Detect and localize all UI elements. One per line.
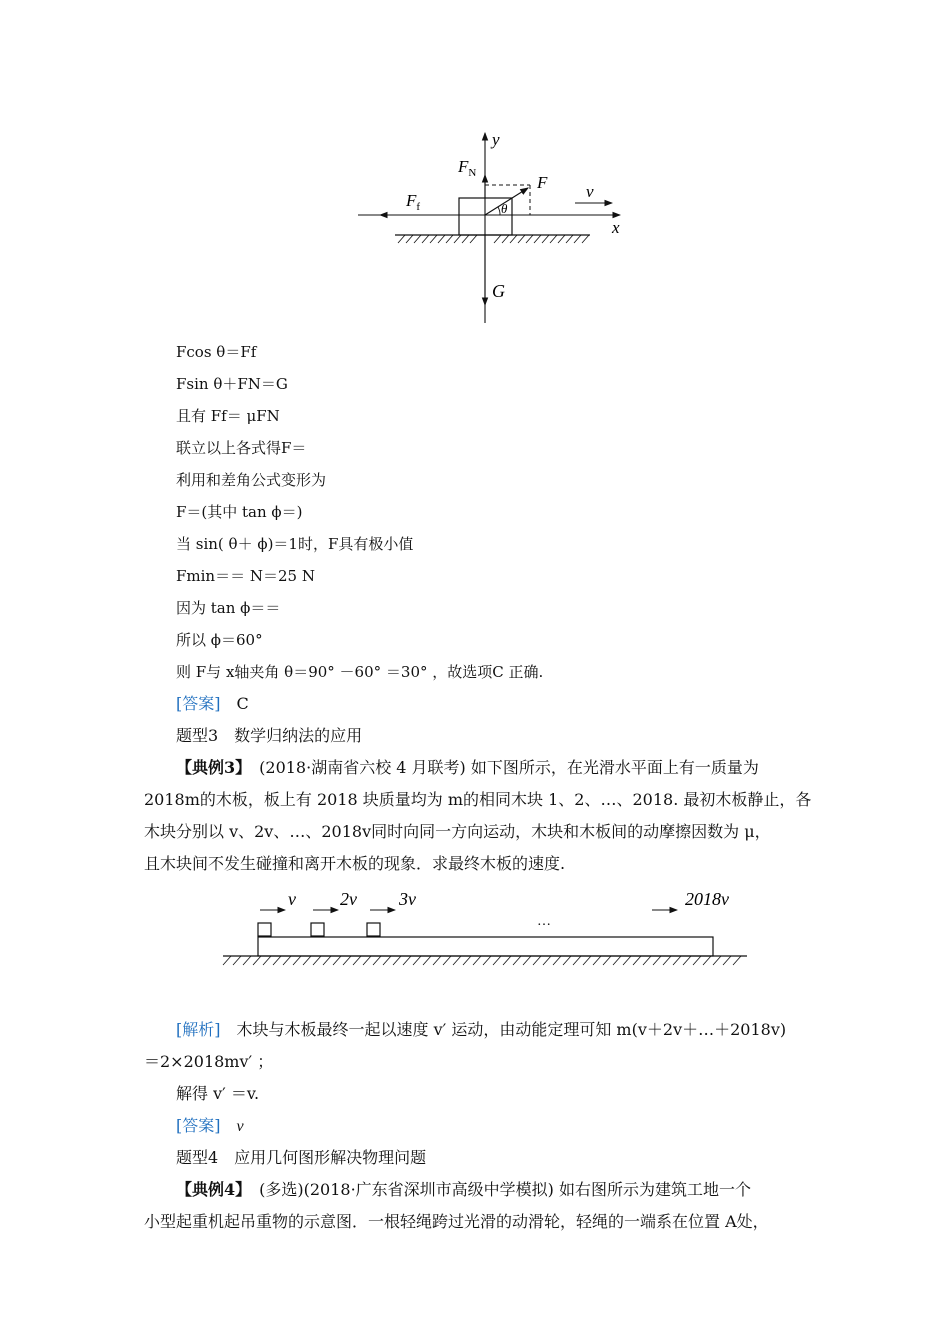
board-diagram [215,882,755,972]
solution-line: 因为 tan ϕ＝＝ [176,599,281,617]
fn-label: $F_N$ [458,157,477,179]
example-text: 且木块间不发生碰撞和离开木板的现象．求最终木板的速度. [144,854,566,873]
ff-label: $F_f$ [406,191,421,213]
solution-line: 当 sin( θ＋ ϕ)＝1时，F具有极小值 [176,535,414,553]
block-2 [311,923,324,936]
g-label: G [492,281,505,301]
vn-label: 2018v [685,889,729,909]
dots-label: … [537,914,551,929]
block-3 [367,923,380,936]
v1-label: v [288,889,296,909]
f-label: F [537,173,548,192]
ground-hatch [223,956,741,965]
answer-tag: [答案] [176,694,221,713]
solution-line: 联立以上各式得F＝ [176,439,307,457]
solution-line: 则 F与 x轴夹角 θ＝90° －60° ＝30° ，故选项C 正确. [176,663,544,681]
force-diagram [350,125,640,325]
analysis-text: ＝2×2018mv′ ； [144,1052,274,1071]
example-text: 木块分别以 v、2v、…、2018v同时向同一方向运动，木块和木板间的动摩擦因数为 μ， [144,822,771,841]
solution-line: 且有 Ff＝ μFN [176,407,280,425]
section-heading: 题型4 应用几何图形解决物理问题 [176,1148,427,1167]
answer-value: C [236,694,249,713]
theta-label: θ [501,201,508,216]
ground-hatch [398,235,589,243]
y-axis-label: y [492,130,500,149]
x-axis-label: x [612,218,620,237]
example-text: 【典例4】 (多选)(2018·广东省深圳市高级中学模拟) 如右图所示为建筑工地一个 [176,1180,752,1199]
v-label: v [586,182,594,201]
analysis-text: 解得 v′ ＝v. [176,1084,260,1103]
solution-line: 所以 ϕ＝60° [176,631,263,649]
solution-line: 利用和差角公式变形为 [176,471,327,489]
wooden-board [258,937,713,956]
example-tag: 【典例4】 [176,1180,244,1199]
analysis-text: [解析] 木块与木板最终一起以速度 v′ 运动，由动能定理可知 m(v＋2v＋…＋2018v) [176,1020,787,1039]
solution-line: F＝(其中 tan ϕ＝) [176,503,303,521]
answer-value: v [236,1118,244,1135]
v3-label: 3v [399,889,416,909]
solution-line: Fsin θ＋FN＝G [176,375,288,393]
v2-label: 2v [340,889,357,909]
answer-row [176,1116,244,1137]
example-text: 2018m的木板，板上有 2018 块质量均为 m的相同木块 1、2、…、2018. 最初木板静止，各 [144,790,812,809]
answer-tag: [答案] [176,1116,221,1135]
answer-row [176,694,249,714]
solution-line: Fcos θ＝Ff [176,343,257,361]
example-text: 小型起重机起吊重物的示意图．一根轻绳跨过光滑的动滑轮，轻绳的一端系在位置 A处， [144,1212,769,1231]
example-text: 【典例3】 (2018·湖南省六校 4 月联考) 如下图所示，在光滑水平面上有一质量为 [176,758,759,777]
solution-line: Fmin＝＝ N＝25 N [176,567,315,585]
section-heading: 题型3 数学归纳法的应用 [176,726,363,745]
example-tag: 【典例3】 [176,758,244,777]
block-1 [258,923,271,936]
analysis-tag: [解析] [176,1020,221,1039]
